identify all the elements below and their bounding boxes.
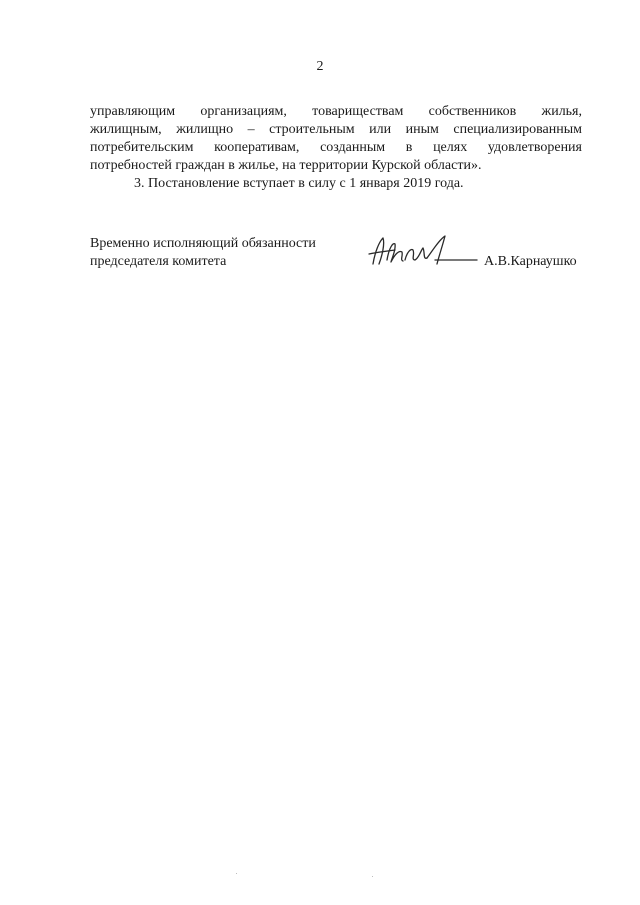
- signer-position-line-2: председателя комитета: [90, 254, 227, 269]
- page-number: 2: [316, 59, 324, 74]
- scan-speck: [372, 876, 373, 877]
- point-3-text: 3. Постановление вступает в силу с 1 января 2019 года.: [134, 176, 464, 191]
- scan-speck: [236, 873, 237, 874]
- body-text: [90, 103, 582, 193]
- signer-position-line-1: Временно исполняющий обязанности: [90, 236, 316, 251]
- body-line-3: потребительским кооперативам, созданным в целях удовлетворения: [90, 140, 582, 155]
- body-line-1: управляющим организациям, товариществам собственников жилья,: [90, 104, 582, 119]
- body-line-2: жилищным, жилищно – строительным или иным специализированным: [90, 122, 582, 137]
- body-line-4: потребностей граждан в жильe, на территории Курской области».: [90, 158, 482, 173]
- signer-name: А.В.Карнаушко: [484, 254, 577, 269]
- signer-position: [90, 235, 350, 271]
- handwritten-signature: [365, 230, 485, 274]
